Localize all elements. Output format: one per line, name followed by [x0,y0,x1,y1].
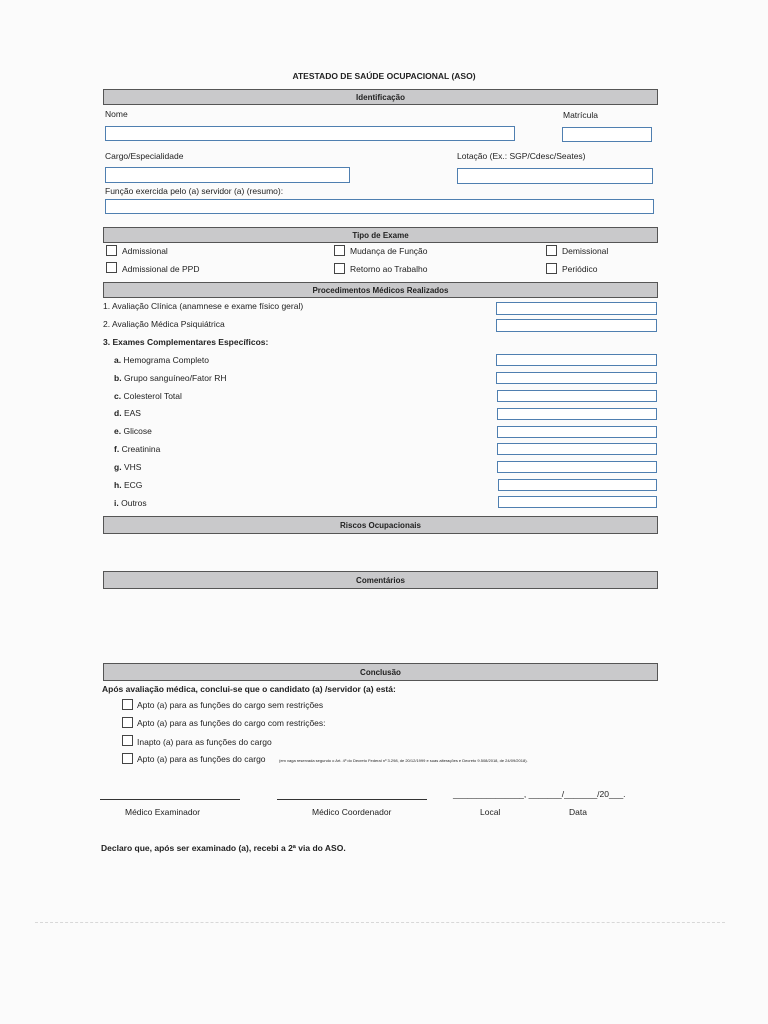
funcao-label: Função exercida pelo (a) servidor (a) (resumo): [105,186,284,196]
exam-item-e: e. Glicose [114,426,152,436]
lotacao-input[interactable] [457,168,653,184]
exam-input-e[interactable] [497,426,657,438]
periodico-label: Periódico [562,264,598,274]
coordenador-label: Médico Coordenador [312,807,392,817]
exam-input-f[interactable] [497,443,657,455]
mudanca-funcao-label: Mudança de Função [350,246,428,256]
vaga-reservada-footnote: (em vaga reservada segundo o Art. 4º do Decreto Federal nº 3.298, de 20/12/1999 e suas alterações e Decreto 9.508/2018, de 24/09/2018). [279,758,528,763]
avaliacao-psiquiatrica-input[interactable] [496,319,657,332]
local-label: Local [480,807,501,817]
page-bottom-divider [35,922,725,923]
lotacao-label: Lotação (Ex.: SGP/Cdesc/Seates) [457,151,586,161]
section-header-riscos: Riscos Ocupacionais [103,516,658,534]
section-header-procedimentos: Procedimentos Médicos Realizados [103,282,658,298]
procedimento-item-2: 2. Avaliação Médica Psiquiátrica [103,319,225,329]
procedimento-item-3: 3. Exames Complementares Específicos: [103,337,269,347]
demissional-checkbox[interactable] [546,245,557,256]
declaration-text: Declaro que, após ser examinado (a), recebi a 2ª via do ASO. [101,843,346,853]
nome-label: Nome [105,109,128,119]
inapto-checkbox[interactable] [122,735,133,746]
exam-input-c[interactable] [497,390,657,402]
avaliacao-clinica-input[interactable] [496,302,657,315]
exam-item-a: a. Hemograma Completo [114,355,209,365]
examinador-label: Médico Examinador [125,807,201,817]
cargo-label: Cargo/Especialidade [105,151,184,161]
section-header-comentarios: Comentários [103,571,658,589]
inapto-label: Inapto (a) para as funções do cargo [137,737,272,747]
procedimento-item-1: 1. Avaliação Clínica (anamnese e exame físico geral) [103,301,304,311]
data-label: Data [569,807,587,817]
exam-input-b[interactable] [496,372,657,384]
exam-item-g: g. VHS [114,462,142,472]
retorno-trabalho-checkbox[interactable] [334,263,345,274]
exam-input-h[interactable] [498,479,657,491]
apto-com-restricoes-label: Apto (a) para as funções do cargo com restrições: [137,718,326,728]
section-header-identificacao: Identificação [103,89,658,105]
local-data-line[interactable]: _______________, _______/_______/20___. [453,789,626,799]
mudanca-funcao-checkbox[interactable] [334,245,345,256]
section-header-conclusao: Conclusão [103,663,658,681]
matricula-input[interactable] [562,127,652,142]
exam-item-f: f. Creatinina [114,444,161,454]
apto-com-restricoes-checkbox[interactable] [122,717,133,728]
form-title: ATESTADO DE SAÚDE OCUPACIONAL (ASO) [292,71,476,81]
exam-item-i: i. Outros [114,498,147,508]
admissional-label: Admissional [122,246,168,256]
nome-input[interactable] [105,126,515,141]
exam-item-c: c. Colesterol Total [114,391,182,401]
exam-item-d: d. EAS [114,408,141,418]
exam-item-b: b. Grupo sanguíneo/Fator RH [114,373,227,383]
admissional-checkbox[interactable] [106,245,117,256]
exam-input-i[interactable] [498,496,657,508]
admissional-ppd-label: Admissional de PPD [122,264,200,274]
apto-vaga-reservada-checkbox[interactable] [122,753,133,764]
apto-vaga-reservada-label: Apto (a) para as funções do cargo [137,754,266,764]
examinador-signature-line[interactable] [100,799,240,800]
cargo-input[interactable] [105,167,350,183]
funcao-input[interactable] [105,199,654,214]
conclusao-intro: Após avaliação médica, conclui-se que o candidato (a) /servidor (a) está: [102,684,396,694]
apto-sem-restricoes-checkbox[interactable] [122,699,133,710]
coordenador-signature-line[interactable] [277,799,427,800]
retorno-trabalho-label: Retorno ao Trabalho [350,264,428,274]
periodico-checkbox[interactable] [546,263,557,274]
exam-item-h: h. ECG [114,480,143,490]
demissional-label: Demissional [562,246,609,256]
section-header-tipo-exame: Tipo de Exame [103,227,658,243]
exam-input-a[interactable] [496,354,657,366]
admissional-ppd-checkbox[interactable] [106,262,117,273]
exam-input-g[interactable] [497,461,657,473]
apto-sem-restricoes-label: Apto (a) para as funções do cargo sem restrições [137,700,324,710]
exam-input-d[interactable] [497,408,657,420]
matricula-label: Matrícula [563,110,598,120]
